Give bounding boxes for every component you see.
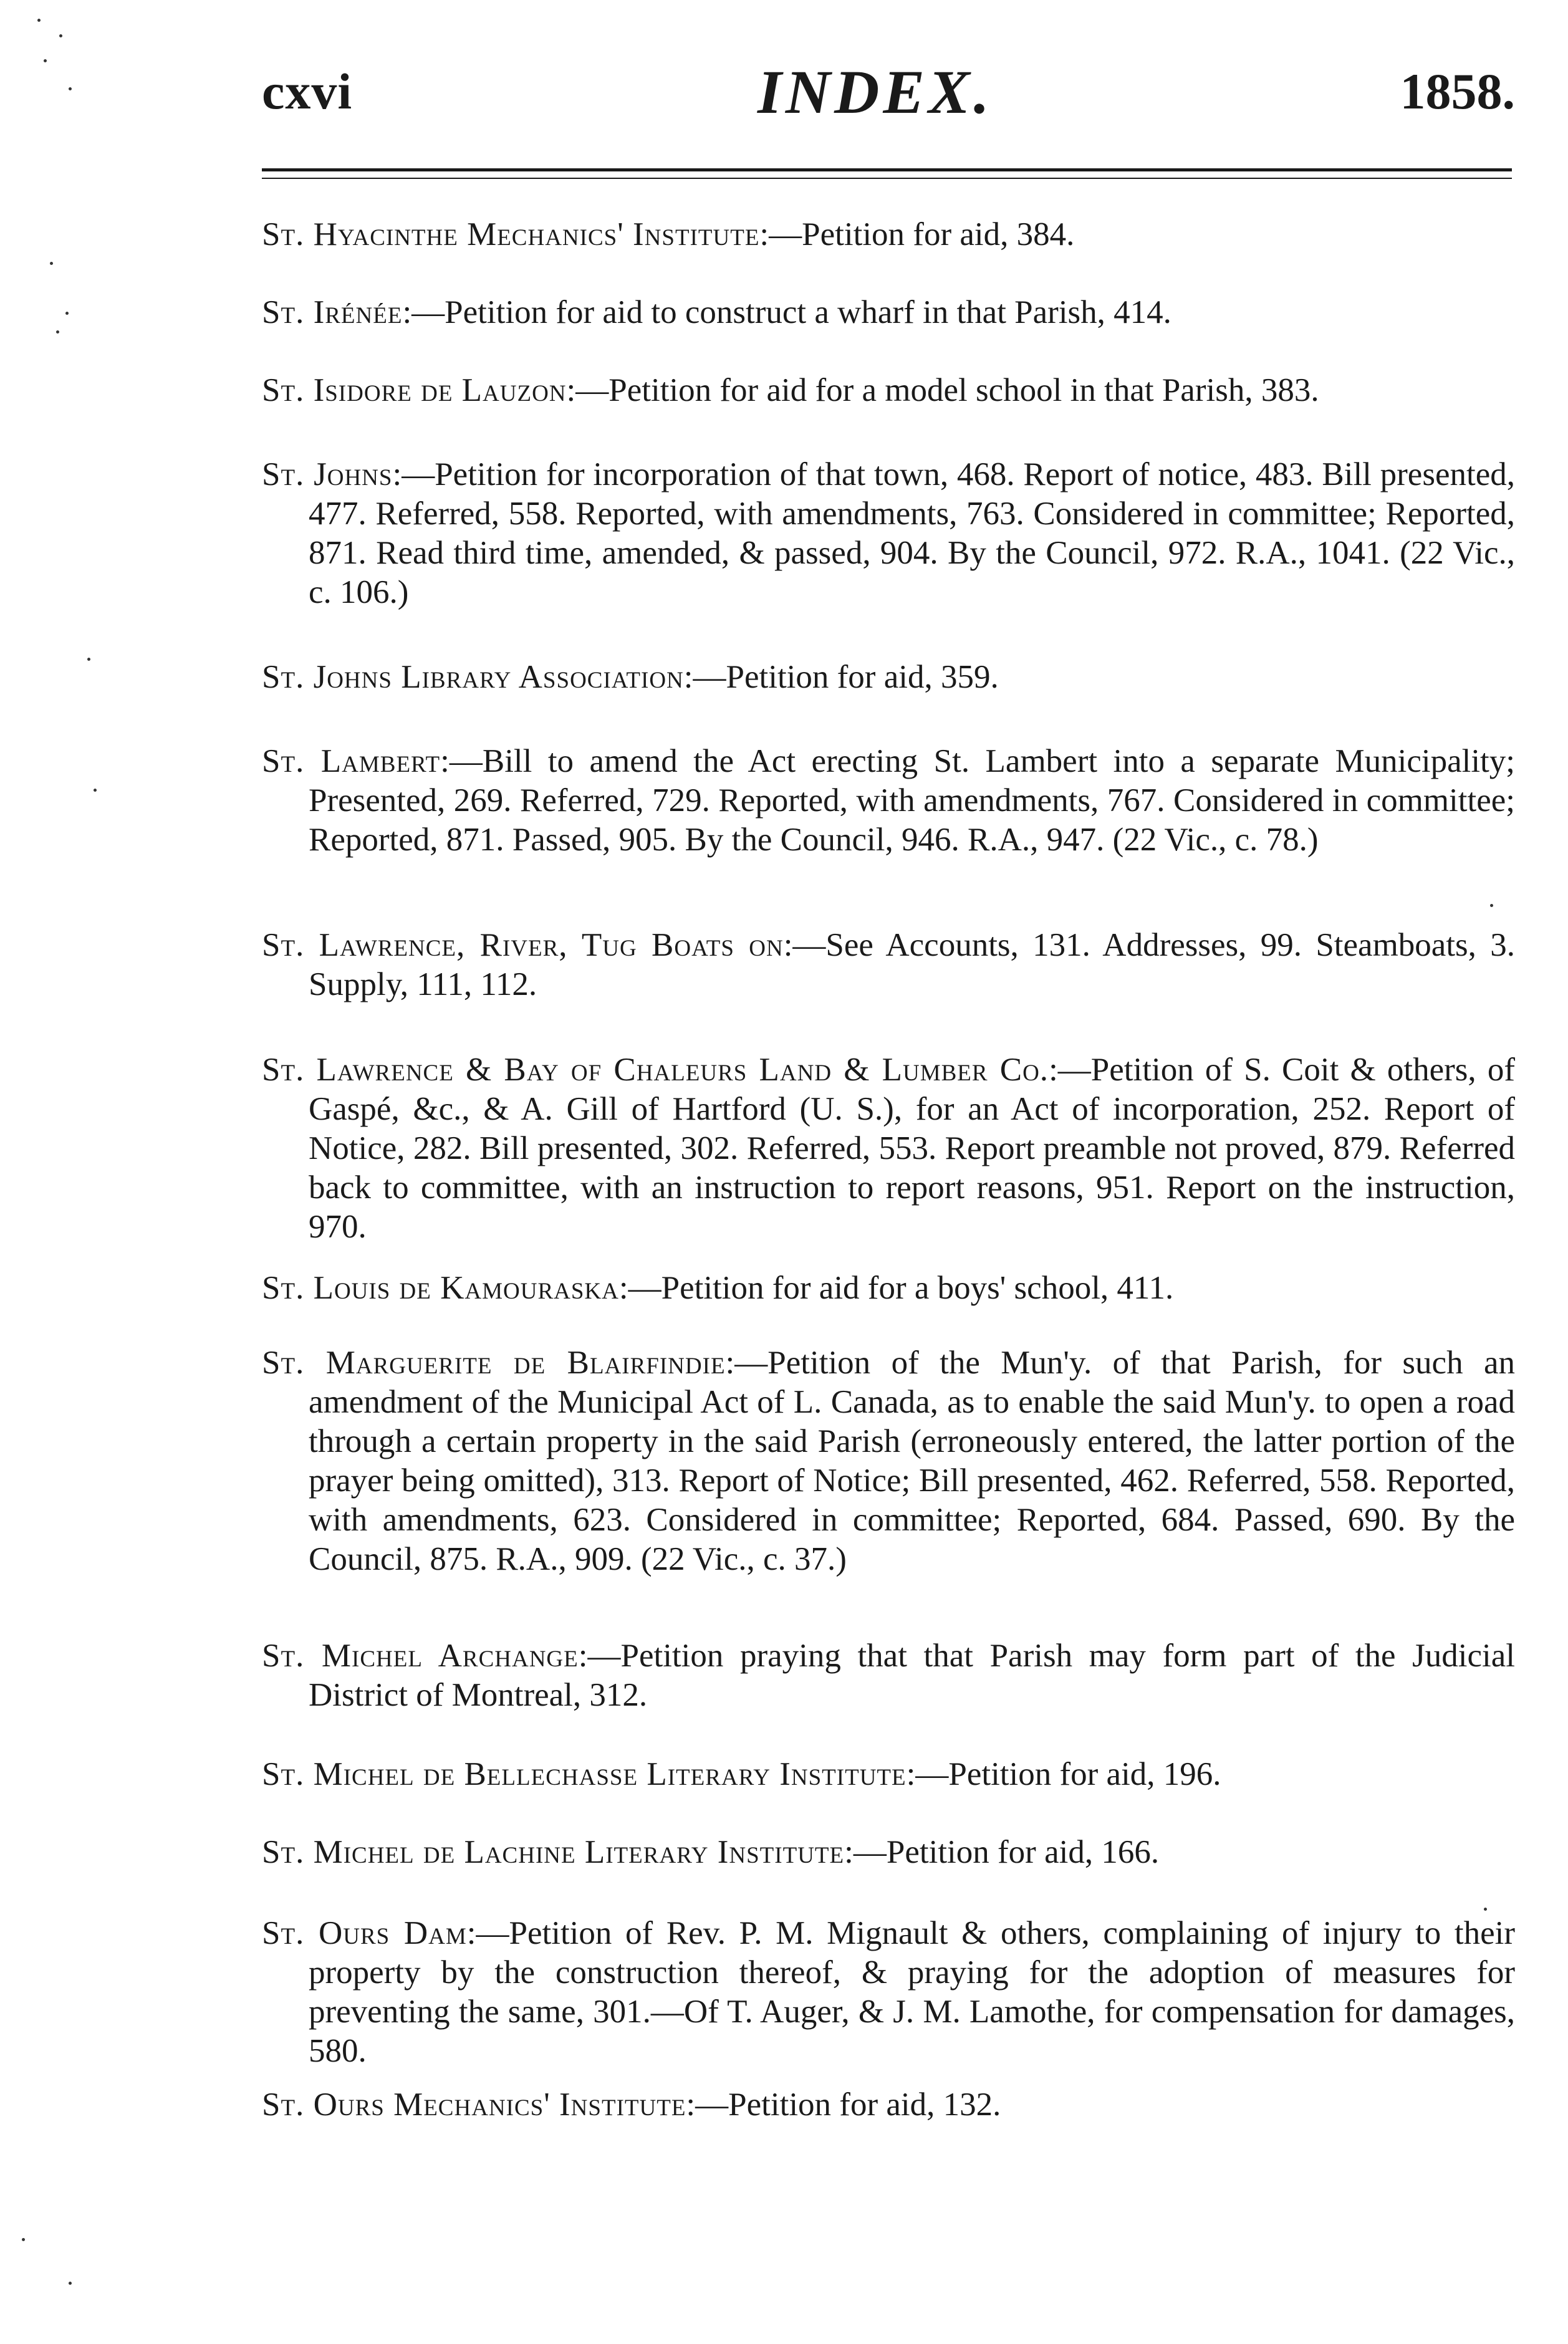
entry-text: :—Petition for aid, 196. — [906, 1756, 1221, 1792]
entry-text: :—Petition praying that that Parish may form part of the Judicial District of Montreal, 312. — [309, 1638, 1515, 1713]
scan-speck — [44, 59, 47, 62]
index-entry — [262, 293, 1515, 332]
entry-heading: St. Ours Mechanics' Institute — [262, 2087, 686, 2123]
index-entry — [262, 1914, 1515, 2071]
entry-text: :—Petition for aid, 384. — [759, 216, 1075, 252]
scan-speck — [59, 34, 62, 37]
entry-text: :—Petition for aid for a model school in that Parish, 383. — [566, 372, 1319, 408]
header-rule-thick — [262, 168, 1512, 171]
entry-text: :—Petition for aid to construct a wharf in that Parish, 414. — [402, 294, 1171, 330]
scan-speck — [69, 87, 72, 90]
entry-heading: St. Marguerite de Blairfindie — [262, 1345, 726, 1381]
index-entry — [262, 1343, 1515, 1579]
entry-heading: St. Johns Library Association — [262, 659, 684, 695]
scan-speck — [94, 789, 97, 792]
index-entry — [262, 2085, 1515, 2125]
index-entry — [262, 1636, 1515, 1715]
entry-heading: St. Ours Dam — [262, 1915, 467, 1951]
index-entry — [262, 1833, 1515, 1872]
entry-text: :—Petition of the Mun'y. of that Parish, for such an amendment of the Municipal Act of L. Canada, as to enable the said Mun'y. to open a road through a certain property in the said Parish (erroneously entered, the latter portion of the prayer being omitted), 313. Report of Notice; Bill presented, 462. Referred, 558. Reported, with amendments, 623. Considered in committee; Reported, 684. Passed, 690. By the Council, 875. R.A., 909. (22 Vic., c. 37.) — [309, 1345, 1515, 1577]
entry-heading: St. Irénée — [262, 294, 403, 330]
scan-speck — [22, 2238, 25, 2241]
index-entry — [262, 658, 1515, 697]
scan-speck — [50, 262, 53, 265]
entry-heading: St. Michel de Lachine Literary Institute — [262, 1834, 845, 1870]
entry-text: :—Petition of S. Coit & others, of Gaspé, &c., & A. Gill of Hartford (U. S.), for an Act of incorporation, 252. Report of Notice, 282. Bill presented, 302. Referred, 553. Report preamble not proved, 879. Referred back to committee, with an instruction to report reasons, 951. Report on the instruction, 970. — [309, 1052, 1515, 1245]
entry-text: :—See Accounts, 131. Addresses, 99. Steamboats, 3. Supply, 111, 112. — [309, 927, 1516, 1002]
scan-speck — [87, 658, 90, 661]
index-entry — [262, 1050, 1515, 1247]
entry-heading: St. Johns — [262, 456, 393, 492]
page-number: cxvi — [262, 63, 353, 120]
entry-heading: St. Lawrence & Bay of Chaleurs Land & Lumber Co. — [262, 1052, 1049, 1088]
page-header — [262, 56, 1515, 143]
entry-text: :—Petition for incorporation of that town, 468. Report of notice, 483. Bill presented, 477. Referred, 558. Reported, with amendments, 763. Considered in committee; Reported, 871. Read third time, amended, & passed, 904. By the Council, 972. R.A., 1041. (22 Vic., c. 106.) — [309, 456, 1515, 610]
entry-heading: St. Michel Archange — [262, 1638, 579, 1674]
page-title: INDEX. — [758, 57, 993, 127]
header-rule-thin — [262, 178, 1512, 179]
index-entry — [262, 1269, 1515, 1308]
entry-text: :—Petition for aid, 132. — [686, 2087, 1001, 2123]
index-entry — [262, 1755, 1515, 1794]
scan-speck — [37, 19, 41, 22]
entry-heading: St. Michel de Bellechasse Literary Institute — [262, 1756, 907, 1792]
index-entry — [262, 926, 1515, 1004]
entry-heading: St. Isidore de Lauzon — [262, 372, 567, 408]
entry-text: :—Petition for aid for a boys' school, 411. — [618, 1270, 1174, 1306]
entry-heading: St. Lambert — [262, 743, 441, 779]
entry-heading: St. Lawrence, River, Tug Boats on — [262, 927, 784, 963]
index-entry — [262, 371, 1515, 410]
index-entry — [262, 215, 1515, 254]
scan-speck — [1484, 1908, 1487, 1911]
index-entry — [262, 455, 1515, 612]
scan-speck — [69, 2282, 72, 2285]
index-entry — [262, 742, 1515, 860]
scan-speck — [1490, 904, 1493, 907]
scan-speck — [56, 330, 59, 334]
entry-heading: St. Louis de Kamouraska — [262, 1270, 619, 1306]
entry-text: :—Petition for aid, 359. — [683, 659, 999, 695]
entry-heading: St. Hyacinthe Mechanics' Institute — [262, 216, 760, 252]
entry-text: :—Petition of Rev. P. M. Mignault & others, complaining of injury to their property by the construction thereof, & praying for the adoption of measures for preventing the same, 301.—Of T. Auger, & J. M. Lamothe, for compensation for damages, 580. — [309, 1915, 1515, 2069]
entry-text: :—Bill to amend the Act erecting St. Lambert into a separate Municipality; Presented, 269. Referred, 729. Reported, with amendments, 767. Considered in committee; Reported, 871. Passed, 905. By the Council, 946. R.A., 947. (22 Vic., c. 78.) — [309, 743, 1515, 858]
page-year: 1858. — [1400, 63, 1515, 120]
scan-speck — [65, 312, 69, 315]
entry-text: :—Petition for aid, 166. — [844, 1834, 1160, 1870]
